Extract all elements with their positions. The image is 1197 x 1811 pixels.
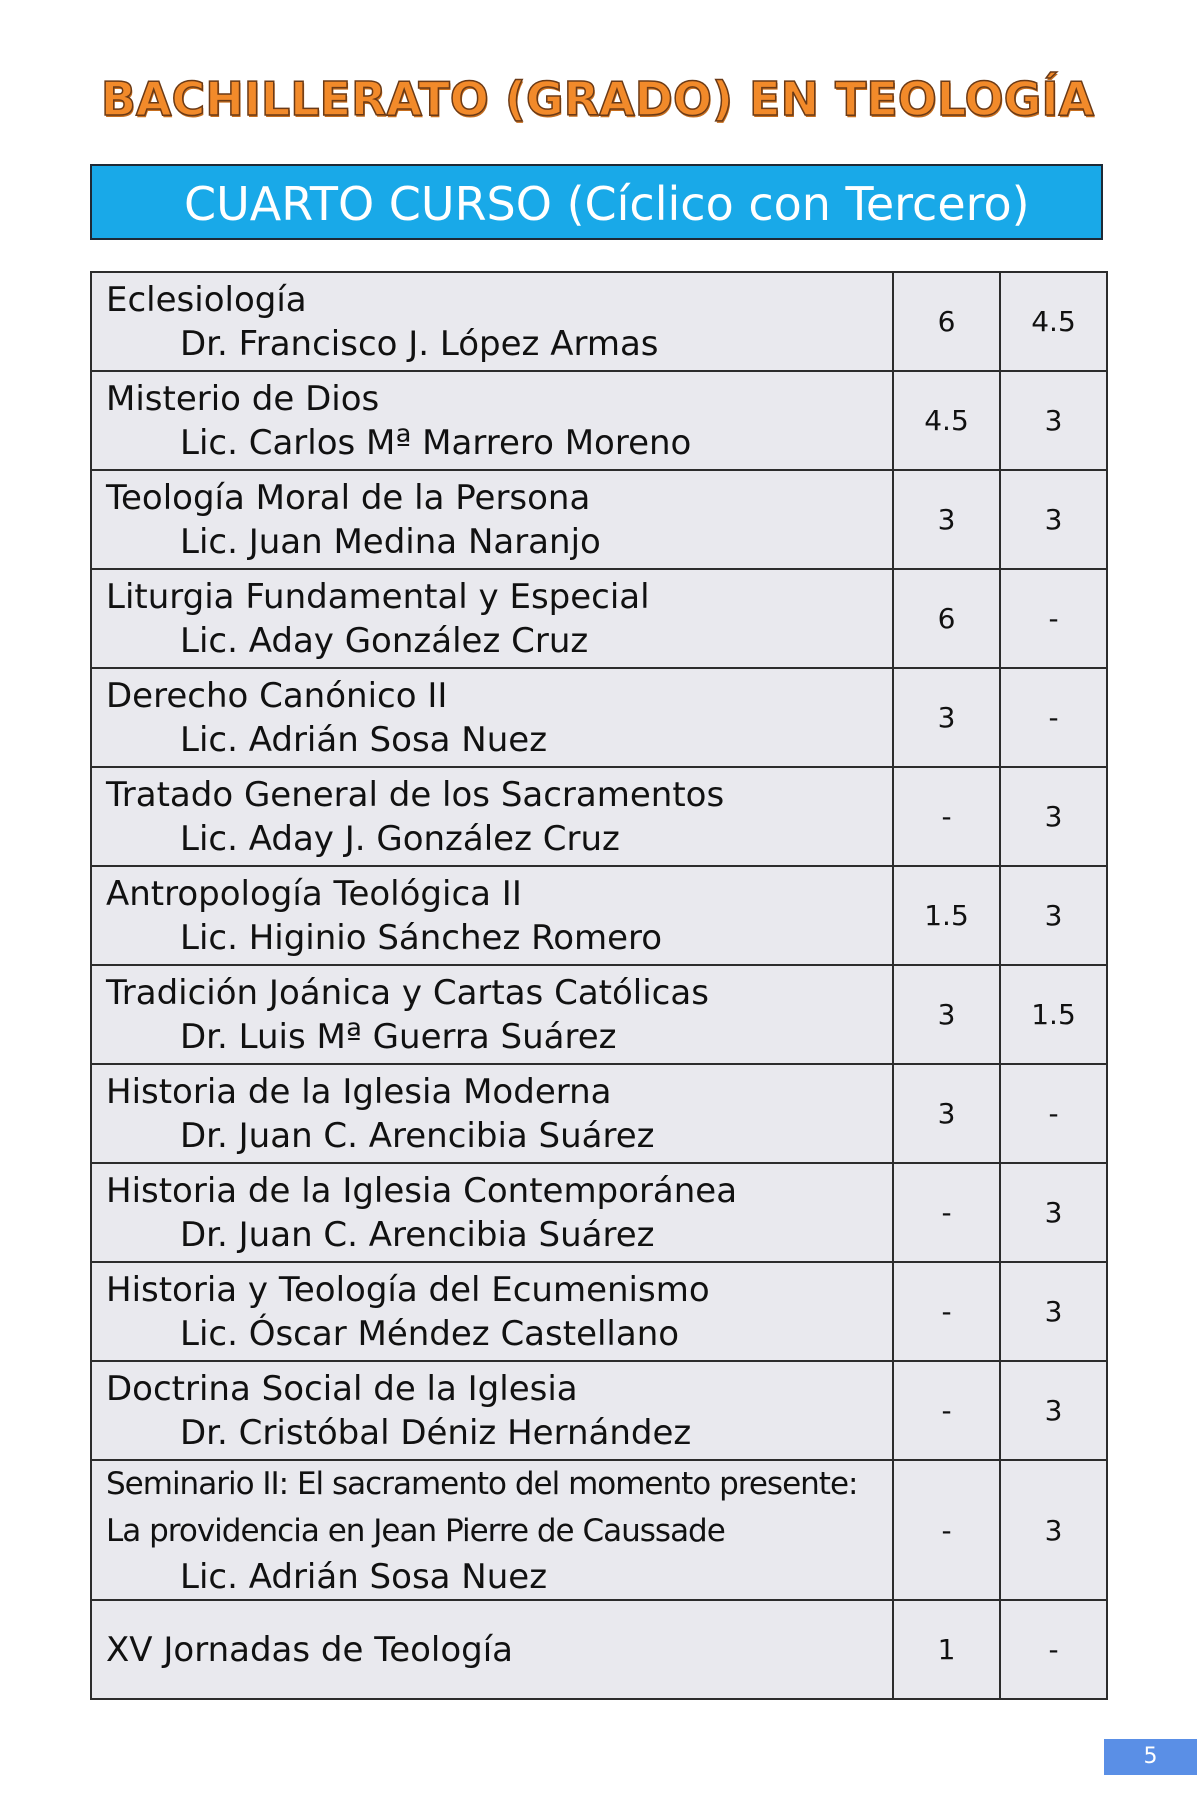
credits-second-cell: 4.5 — [1000, 272, 1107, 371]
teacher-name: Dr. Juan C. Arencibia Suárez — [180, 1214, 655, 1255]
course-cell — [91, 470, 893, 569]
credits-second-cell: 3 — [1000, 1460, 1107, 1600]
course-cell — [91, 371, 893, 470]
courses-table-body — [91, 272, 1107, 1699]
course-cell — [91, 1361, 893, 1460]
course-cell — [91, 569, 893, 668]
table-row — [91, 371, 1107, 470]
credits-first-cell: 3 — [893, 1064, 1000, 1163]
credits-first-cell: 3 — [893, 470, 1000, 569]
teacher-name: Lic. Aday J. González Cruz — [180, 818, 620, 859]
teacher-name: Lic. Adrián Sosa Nuez — [180, 719, 548, 760]
credits-first-cell: - — [893, 1163, 1000, 1262]
course-name: Derecho Canónico II — [106, 675, 448, 716]
teacher-name: Dr. Francisco J. López Armas — [180, 323, 659, 364]
teacher-name: Dr. Cristóbal Déniz Hernández — [180, 1412, 692, 1453]
credits-first-cell: 6 — [893, 569, 1000, 668]
course-name: Misterio de Dios — [106, 378, 380, 419]
course-cell — [91, 1163, 893, 1262]
course-cell — [91, 1064, 893, 1163]
teacher-name: Dr. Juan C. Arencibia Suárez — [180, 1115, 655, 1156]
course-name: Liturgia Fundamental y Especial — [106, 576, 650, 617]
course-name: Historia de la Iglesia Moderna — [106, 1071, 612, 1112]
table-row — [91, 1064, 1107, 1163]
credits-second-cell: - — [1000, 1064, 1107, 1163]
course-name: Seminario II: El sacramento del momento presente: — [106, 1466, 858, 1502]
course-name: Teología Moral de la Persona — [106, 477, 591, 518]
course-name: XV Jornadas de Teología — [106, 1629, 514, 1670]
credits-second-cell: 3 — [1000, 1262, 1107, 1361]
table-row — [91, 1460, 1107, 1600]
course-cell — [91, 272, 893, 371]
credits-first-cell: - — [893, 1460, 1000, 1600]
credits-second-cell: - — [1000, 668, 1107, 767]
course-cell — [91, 1600, 893, 1699]
course-name: Historia y Teología del Ecumenismo — [106, 1269, 710, 1310]
course-cell — [91, 965, 893, 1064]
course-name: Tratado General de los Sacramentos — [106, 774, 725, 815]
table-row — [91, 272, 1107, 371]
table-row — [91, 668, 1107, 767]
table-row — [91, 1163, 1107, 1262]
course-name: La providencia en Jean Pierre de Caussade — [106, 1513, 725, 1549]
course-cell — [91, 866, 893, 965]
page-number: 5 — [1104, 1739, 1197, 1775]
course-cell — [91, 1262, 893, 1361]
credits-first-cell: - — [893, 767, 1000, 866]
credits-first-cell: 6 — [893, 272, 1000, 371]
course-name: Antropología Teológica II — [106, 873, 522, 914]
credits-first-cell: 3 — [893, 965, 1000, 1064]
teacher-name: Lic. Juan Medina Naranjo — [180, 521, 601, 562]
course-name: Eclesiología — [106, 279, 307, 320]
page-title: BACHILLERATO (GRADO) EN TEOLOGÍA — [100, 72, 1095, 126]
credits-first-cell: - — [893, 1361, 1000, 1460]
table-row — [91, 1361, 1107, 1460]
table-row — [91, 1262, 1107, 1361]
teacher-name: Lic. Óscar Méndez Castellano — [180, 1313, 680, 1354]
credits-first-cell: 1 — [893, 1600, 1000, 1699]
teacher-name: Lic. Carlos Mª Marrero Moreno — [180, 422, 692, 463]
teacher-name: Lic. Aday González Cruz — [180, 620, 589, 661]
course-name: Doctrina Social de la Iglesia — [106, 1368, 578, 1409]
table-row — [91, 470, 1107, 569]
course-name: Historia de la Iglesia Contemporánea — [106, 1170, 738, 1211]
credits-second-cell: - — [1000, 1600, 1107, 1699]
credits-second-cell: 3 — [1000, 1361, 1107, 1460]
course-cell — [91, 767, 893, 866]
course-year-banner: CUARTO CURSO (Cíclico con Tercero) — [90, 164, 1103, 240]
teacher-name: Lic. Higinio Sánchez Romero — [180, 917, 663, 958]
credits-first-cell: 1.5 — [893, 866, 1000, 965]
credits-second-cell: 3 — [1000, 1163, 1107, 1262]
table-row — [91, 1600, 1107, 1699]
credits-second-cell: - — [1000, 569, 1107, 668]
credits-second-cell: 3 — [1000, 371, 1107, 470]
table-row — [91, 569, 1107, 668]
teacher-name: Dr. Luis Mª Guerra Suárez — [180, 1016, 617, 1057]
credits-first-cell: 4.5 — [893, 371, 1000, 470]
course-name: Tradición Joánica y Cartas Católicas — [106, 972, 709, 1013]
credits-second-cell: 1.5 — [1000, 965, 1107, 1064]
course-cell — [91, 668, 893, 767]
table-row — [91, 767, 1107, 866]
course-cell — [91, 1460, 893, 1600]
credits-second-cell: 3 — [1000, 470, 1107, 569]
table-row — [91, 866, 1107, 965]
credits-first-cell: 3 — [893, 668, 1000, 767]
teacher-name: Lic. Adrián Sosa Nuez — [180, 1557, 548, 1597]
credits-second-cell: 3 — [1000, 866, 1107, 965]
courses-table — [90, 271, 1108, 1700]
credits-first-cell: - — [893, 1262, 1000, 1361]
credits-second-cell: 3 — [1000, 767, 1107, 866]
table-row — [91, 965, 1107, 1064]
